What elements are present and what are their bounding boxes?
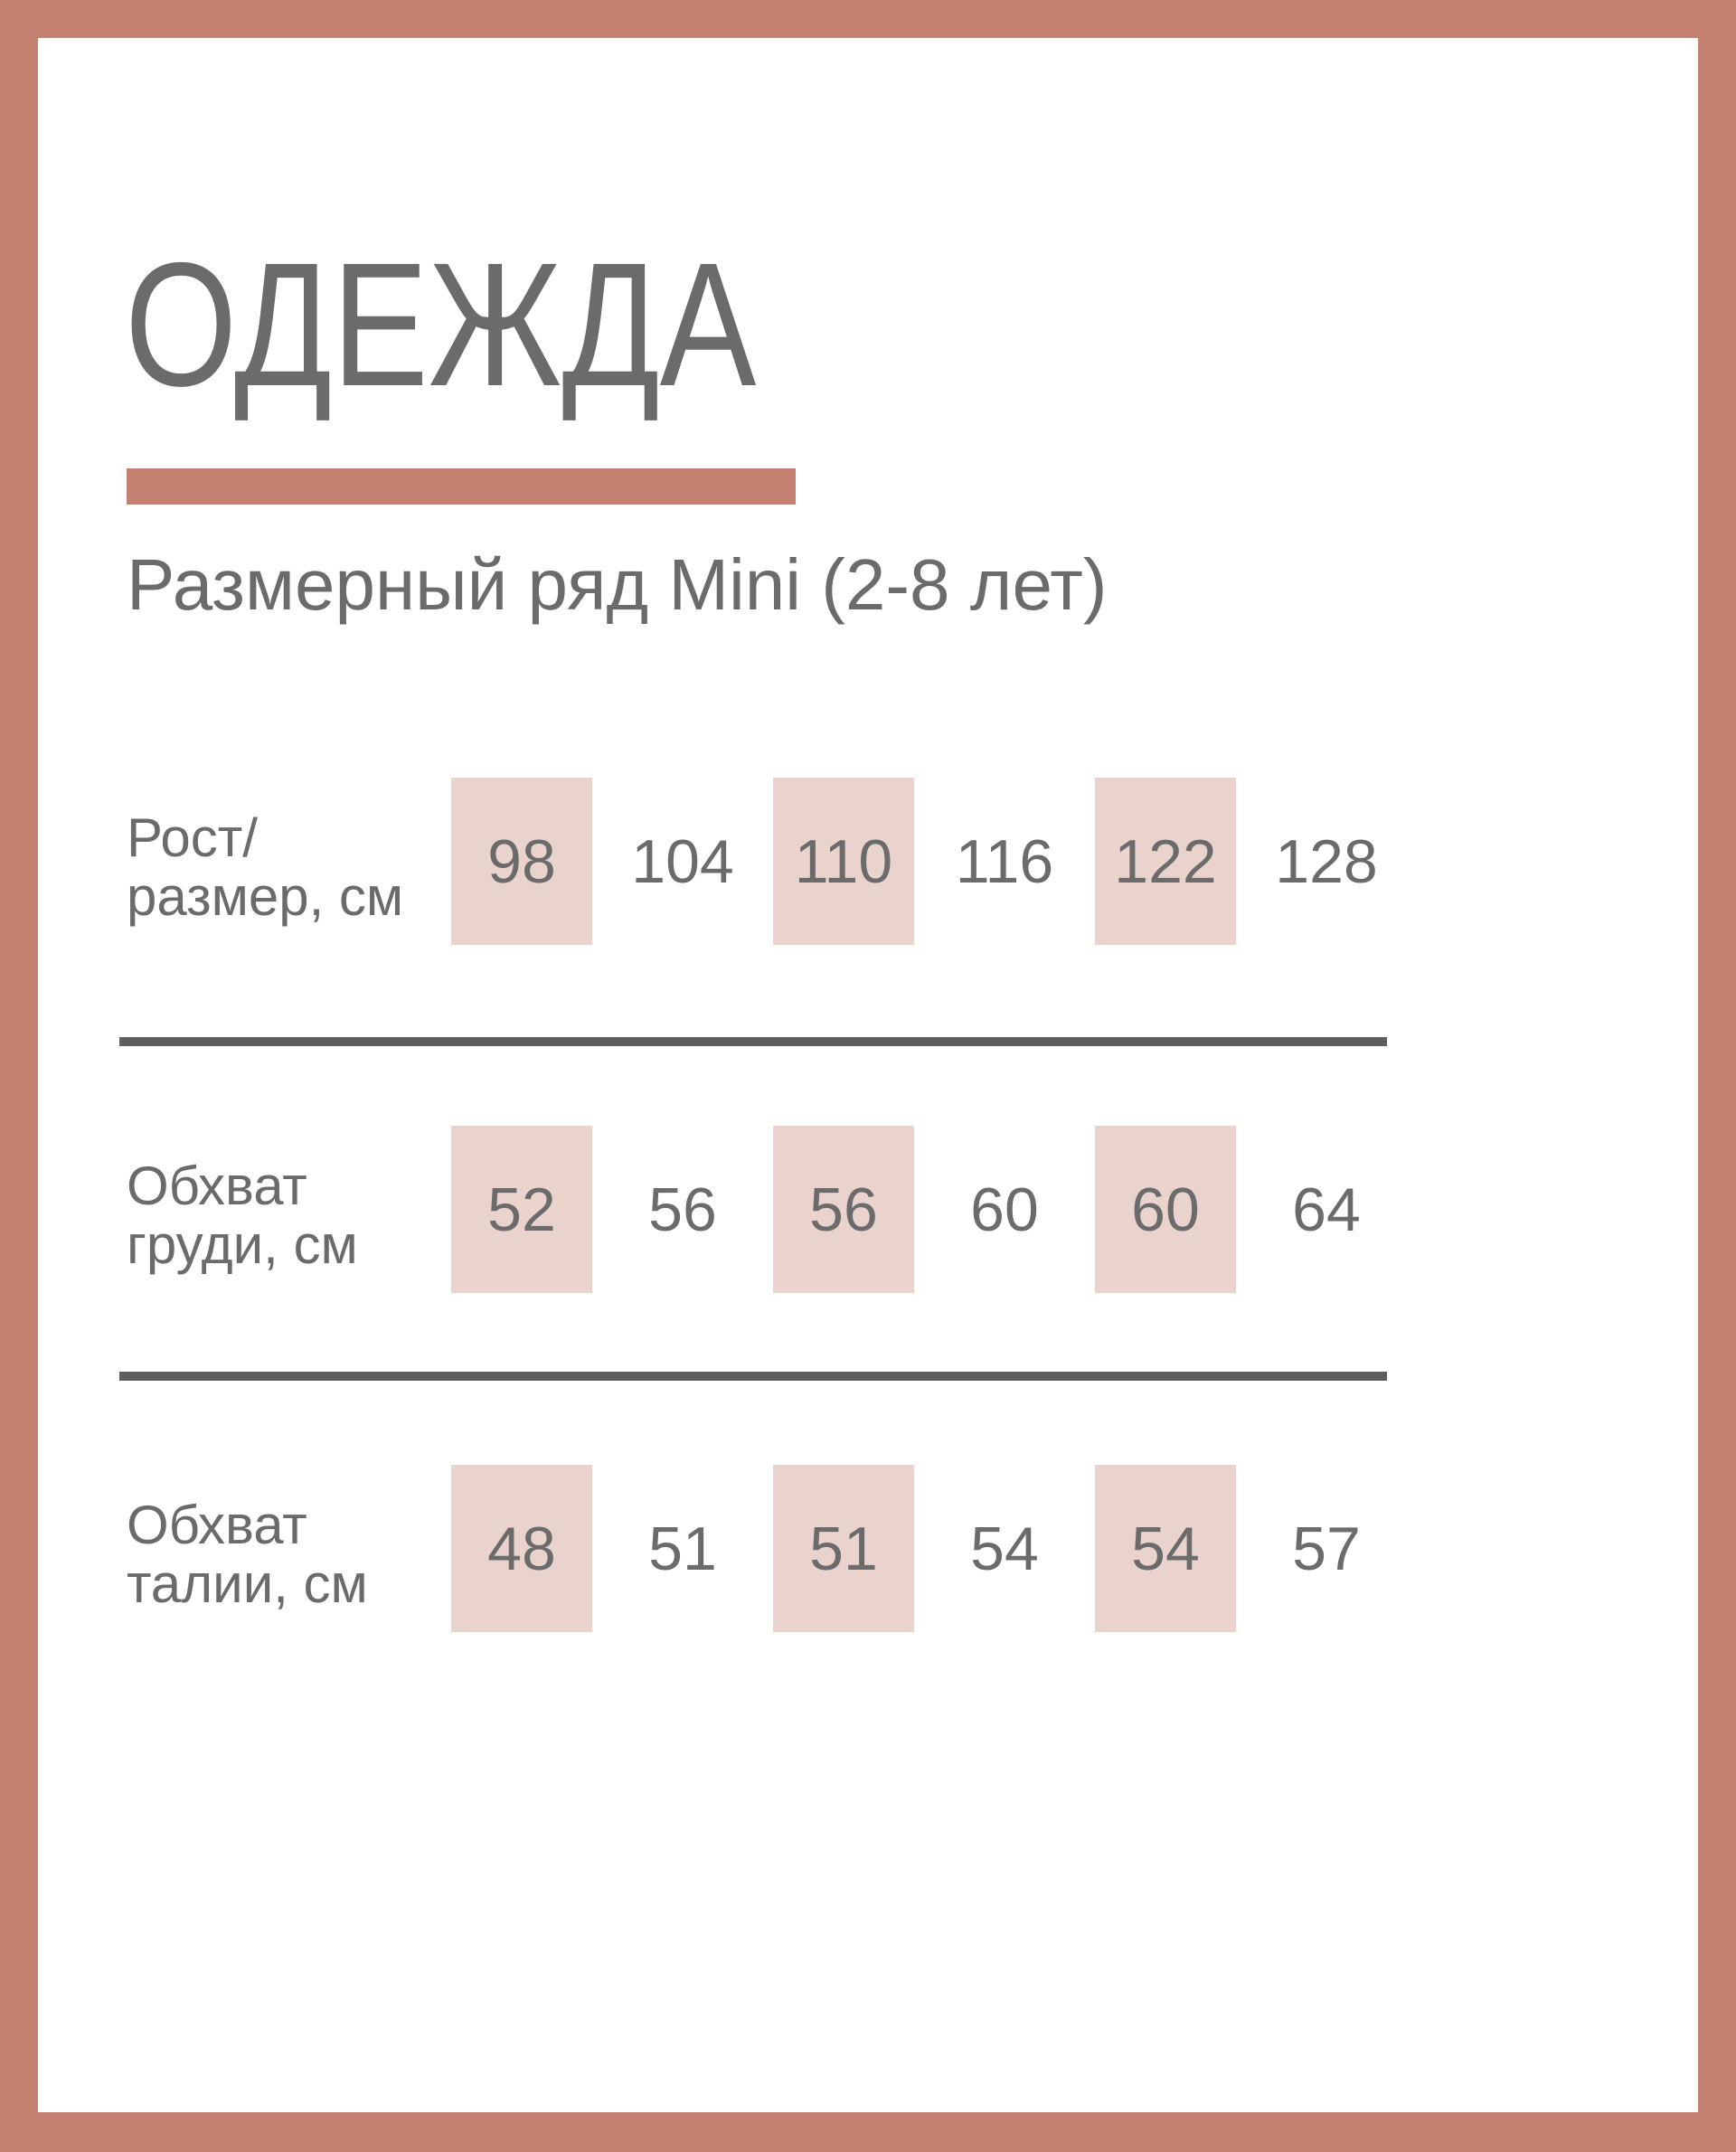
row-label-line: талии, см (127, 1553, 368, 1614)
page-subtitle: Размерный ряд Mini (2-8 лет) (127, 544, 1108, 625)
size-cell-highlighted (441, 778, 602, 945)
cell-value: 104 (631, 826, 734, 896)
cell-value: 128 (1275, 826, 1378, 896)
size-cell (924, 1465, 1085, 1632)
row-cells (441, 1126, 1407, 1293)
cell-value: 48 (451, 1465, 592, 1632)
size-cell (1246, 1465, 1407, 1632)
row-cells (441, 778, 1407, 945)
size-cell-highlighted (1085, 1126, 1246, 1293)
size-cell-highlighted (763, 1465, 924, 1632)
row-label-chest (127, 1126, 439, 1293)
cell-value: 60 (970, 1175, 1039, 1244)
row-label-height-size (127, 778, 439, 945)
cell-value: 98 (451, 778, 592, 945)
accent-bar (127, 468, 796, 505)
size-cell (602, 778, 763, 945)
size-cell-highlighted (441, 1465, 602, 1632)
table-row-waist (0, 1465, 1736, 1632)
row-label-line: груди, см (127, 1213, 358, 1275)
size-cell-highlighted (763, 778, 924, 945)
cell-value: 64 (1292, 1175, 1361, 1244)
table-row-chest (0, 1126, 1736, 1293)
cell-value: 56 (773, 1126, 914, 1293)
size-cell (602, 1126, 763, 1293)
cell-value: 51 (773, 1465, 914, 1632)
cell-value: 116 (955, 826, 1054, 896)
cell-value: 51 (648, 1514, 717, 1583)
table-row-height-size (0, 778, 1736, 945)
row-cells (441, 1465, 1407, 1632)
cell-value: 122 (1095, 778, 1236, 945)
row-label-line: размер, см (127, 865, 404, 927)
size-cell (1246, 778, 1407, 945)
size-cell-highlighted (1085, 778, 1246, 945)
cell-value: 52 (451, 1126, 592, 1293)
row-label-line: Рост/ (127, 807, 258, 868)
page-title: ОДЕЖДА (125, 226, 757, 423)
size-cell-highlighted (441, 1126, 602, 1293)
size-cell-highlighted (763, 1126, 924, 1293)
cell-value: 110 (773, 778, 914, 945)
cell-value: 60 (1095, 1126, 1236, 1293)
row-divider (119, 1037, 1387, 1046)
size-cell (602, 1465, 763, 1632)
row-label-line: Обхват (127, 1494, 307, 1555)
size-cell (924, 1126, 1085, 1293)
row-label-waist (127, 1465, 439, 1632)
size-cell (1246, 1126, 1407, 1293)
cell-value: 56 (648, 1175, 717, 1244)
row-label-line: Обхват (127, 1155, 307, 1216)
cell-value: 54 (1095, 1465, 1236, 1632)
size-cell-highlighted (1085, 1465, 1246, 1632)
cell-value: 54 (970, 1514, 1039, 1583)
size-cell (924, 778, 1085, 945)
row-divider (119, 1372, 1387, 1381)
cell-value: 57 (1292, 1514, 1361, 1583)
